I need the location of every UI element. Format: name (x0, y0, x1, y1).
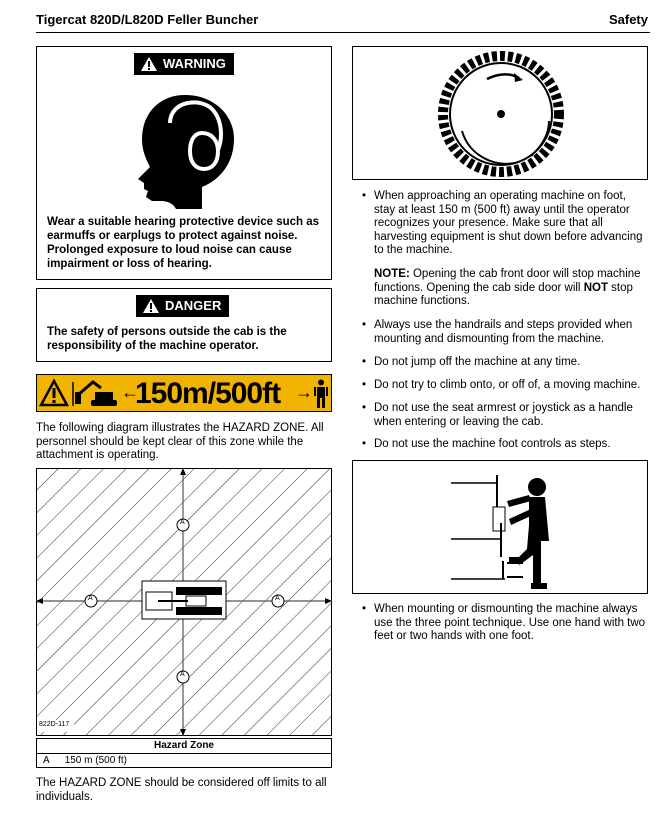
hazard-zone-table-title: Hazard Zone (37, 739, 331, 754)
danger-label: DANGER (165, 298, 222, 313)
list-item: • Do not jump off the machine at any time. (362, 356, 650, 370)
three-point-contact-icon (449, 465, 569, 591)
list-item: • Always use the handrails and steps provided when mounting and dismounting from the machine. (362, 319, 650, 346)
diagram-code: 822D-117 (39, 721, 70, 728)
document-title: Tigercat 820D/L820D Feller Buncher (36, 12, 259, 27)
header-rule (36, 32, 650, 33)
hazard-zone-value: 150 m (500 ft) (64, 755, 127, 766)
person-icon (313, 379, 329, 409)
tire-illustration-box (352, 46, 648, 180)
alert-triangle-icon (142, 298, 160, 314)
hazard-zone-key: A (43, 755, 50, 766)
warning-box (36, 46, 332, 280)
list-item: • Do not try to climb onto, or off of, a moving machine. (362, 379, 650, 393)
note-bold: NOT (583, 281, 608, 294)
diagram-marker-left: A (88, 595, 93, 602)
alert-triangle-icon (39, 379, 69, 407)
note-label: NOTE: (374, 268, 410, 280)
diagram-marker-top: A (180, 519, 185, 526)
distance-banner (36, 374, 332, 412)
approach-bullet: • When approaching an operating machine on foot, stay at least 150 m (500 ft) away until the operator recognizes your presence. Make sure that all harvesting equipment is shut down before advancing to the machine. (362, 190, 650, 258)
warning-message: Wear a suitable hearing protective device such as earmuffs or earplugs to protect against noise. Prolonged exposure to loud noise can cause impairment or loss of hearing. (47, 216, 320, 270)
mounting-illustration-box (352, 460, 648, 594)
warning-label: WARNING (163, 56, 226, 71)
danger-badge (136, 295, 229, 317)
hazard-zone-table (36, 738, 332, 768)
hazard-intro: The following diagram illustrates the HAZARD ZONE. All personnel should be kept clear of this zone while the attachment is operating. (36, 422, 324, 461)
rotating-tire-icon (437, 51, 565, 177)
alert-triangle-icon (140, 56, 158, 72)
diagram-marker-bottom: A (180, 671, 185, 678)
list-item: • Do not use the seat armrest or joystick as a handle when entering or leaving the cab. (362, 402, 650, 429)
feller-buncher-icon (71, 378, 121, 408)
door-note (374, 268, 650, 309)
note-text-2: stop machine functions. (374, 281, 633, 307)
hearing-protection-icon (130, 87, 240, 211)
table-row (37, 754, 331, 768)
list-item: • Do not use the machine foot controls as steps. (362, 438, 650, 452)
danger-box (36, 288, 332, 362)
hazard-zone-diagram (36, 468, 332, 736)
note-text-1: Opening the cab front door will stop machine functions. Opening the cab side door will (374, 268, 641, 294)
danger-message: The safety of persons outside the cab is the responsibility of the machine operator. (47, 326, 287, 352)
arrow-left-icon: ← (121, 382, 139, 402)
warning-badge (134, 53, 234, 75)
diagram-marker-right: A (275, 595, 280, 602)
arrow-right-icon: → (295, 382, 313, 402)
section-title: Safety (608, 12, 648, 27)
hazard-note: The HAZARD ZONE should be considered off limits to all individuals. (36, 777, 327, 803)
distance-text: 150m/500ft (135, 377, 281, 410)
mounting-bullet: • When mounting or dismounting the machine always use the three point technique. Use one hand with two feet or two hands with one foot. (362, 603, 650, 644)
